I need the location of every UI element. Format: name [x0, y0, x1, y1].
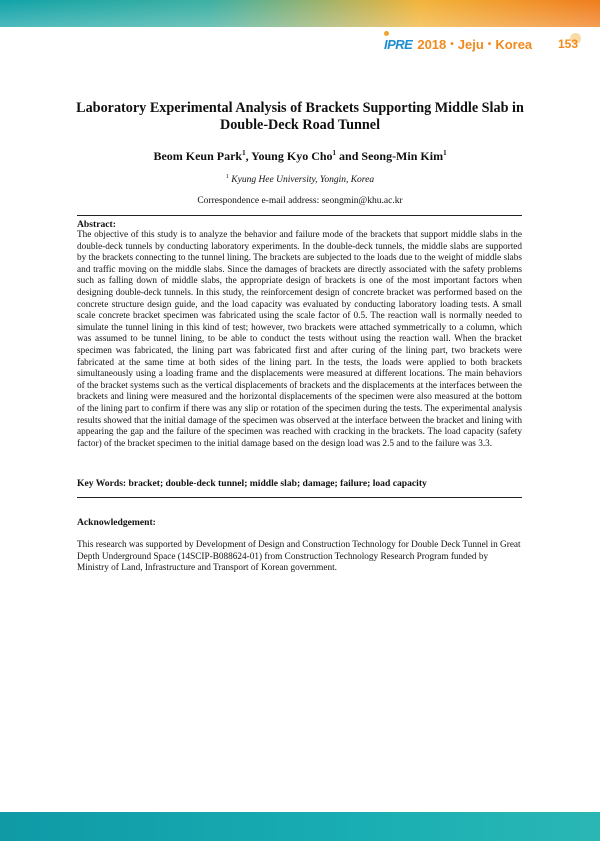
author-affiliation-mark: 1 — [332, 149, 337, 157]
abstract-heading: Abstract: — [77, 219, 116, 230]
page-number: 153 — [558, 37, 579, 51]
conference-logo — [384, 34, 532, 54]
author-name: Young Kyo Cho — [251, 149, 333, 163]
author-separator: and — [336, 149, 362, 163]
paper-title — [70, 100, 530, 134]
divider-rule — [77, 497, 522, 498]
affiliation-mark: 1 — [225, 174, 229, 180]
conference-logo-mark — [384, 37, 412, 52]
author-name: Seong-Min Kim — [361, 149, 444, 163]
paper-title-line2: Double-Deck Road Tunnel — [219, 117, 381, 133]
divider-rule — [77, 215, 522, 216]
author-separator: , — [245, 149, 252, 163]
correspondence-email: Correspondence e-mail address: seongmin@khu.ac.kr — [197, 196, 403, 206]
acknowledgement-text: This research was supported by Development of Design and Construction Technology for Double Deck Tunnel in Great Depth Underground Space (14SCIP-B088624-01) from Construction Technology Research Program funded by Ministry of Land, Infrastructure and Transport of Korean government. — [77, 540, 521, 574]
logo-separator: • — [450, 38, 454, 50]
logo-mark-text: IPRE — [384, 36, 413, 52]
conference-country: Korea — [495, 36, 533, 52]
author-affiliation-mark: 1 — [242, 149, 246, 157]
keywords: Key Words: bracket; double-deck tunnel; middle slab; damage; failure; load capacity — [77, 478, 427, 489]
author-affiliation-mark: 1 — [443, 149, 447, 157]
footer-band — [0, 812, 600, 841]
logo-dot-icon — [384, 31, 389, 36]
logo-separator: • — [487, 38, 492, 50]
header-band-shade — [0, 0, 600, 27]
affiliation-text: Kyung Hee University, Yongin, Korea — [231, 175, 375, 186]
affiliation — [70, 174, 530, 185]
paper-title-line1: Laboratory Experimental Analysis of Brackets Supporting Middle Slab in — [76, 100, 524, 116]
conference-city: Jeju — [457, 36, 484, 52]
author-list — [70, 149, 530, 164]
acknowledgement-heading: Acknowledgement: — [77, 517, 156, 528]
author-name: Beom Keun Park — [153, 149, 243, 163]
conference-year: 2018 — [417, 36, 447, 52]
abstract-text: The objective of this study is to analyze the behavior and failure mode of the brackets that support middle slabs in the double-deck tunnels by conducting laboratory experiments. In the double-deck tunnels, the middle slabs are supported by the brackets connecting to the tunnel lining. The brackets are subjected to the loads due to the weight of middle slabs and traffic moving on the middle slabs. Since the damages of brackets are directly associated with the safety problems such as falling down of middle slabs, the appropriate design of brackets is one of the most important factors when designing double-deck tunnels. In this study, the reinforcement design of concrete bracket was performed based on the concrete structure design guide, and the load capacity was evaluated by conducting laboratory loading tests. A small scale concrete bracket specimen was fabricated using the scale factor of 0.5. The reaction wall is normally needed to simulate the tunnel lining in this kind of test; however, two brackets were attached symmetrically to a column, which was assumed to be tunnel lining, to be able to conduct the tests without using the reaction wall. When the bracket specimen was fabricated, the lining part was fabricated first and after curing of the lining part, two brackets were fabricated at the same time at both sides of the lining part. In the tests, the loads were applied to both brackets simultaneously using a loading frame and the displacements were measured at different locations. The main behaviors of the bracket systems such as the vertical displacements of brackets and the displacements at the interfaces between the brackets and lining were measured and the horizontal displacements of the specimen were also measured at the bottom of the lining part to confirm if there was any slip or rotation of the specimen during the tests. The experimental analysis results showed that the initial damage of the specimen was observed at the interface between the bracket and lining with appearing the gap and the failure of the specimen was reached with cracking in the brackets. The load capacity (safety factor) of the bracket specimen to the initial damage based on the design load was 2.5 and to the failure was 3.3. — [77, 230, 522, 449]
